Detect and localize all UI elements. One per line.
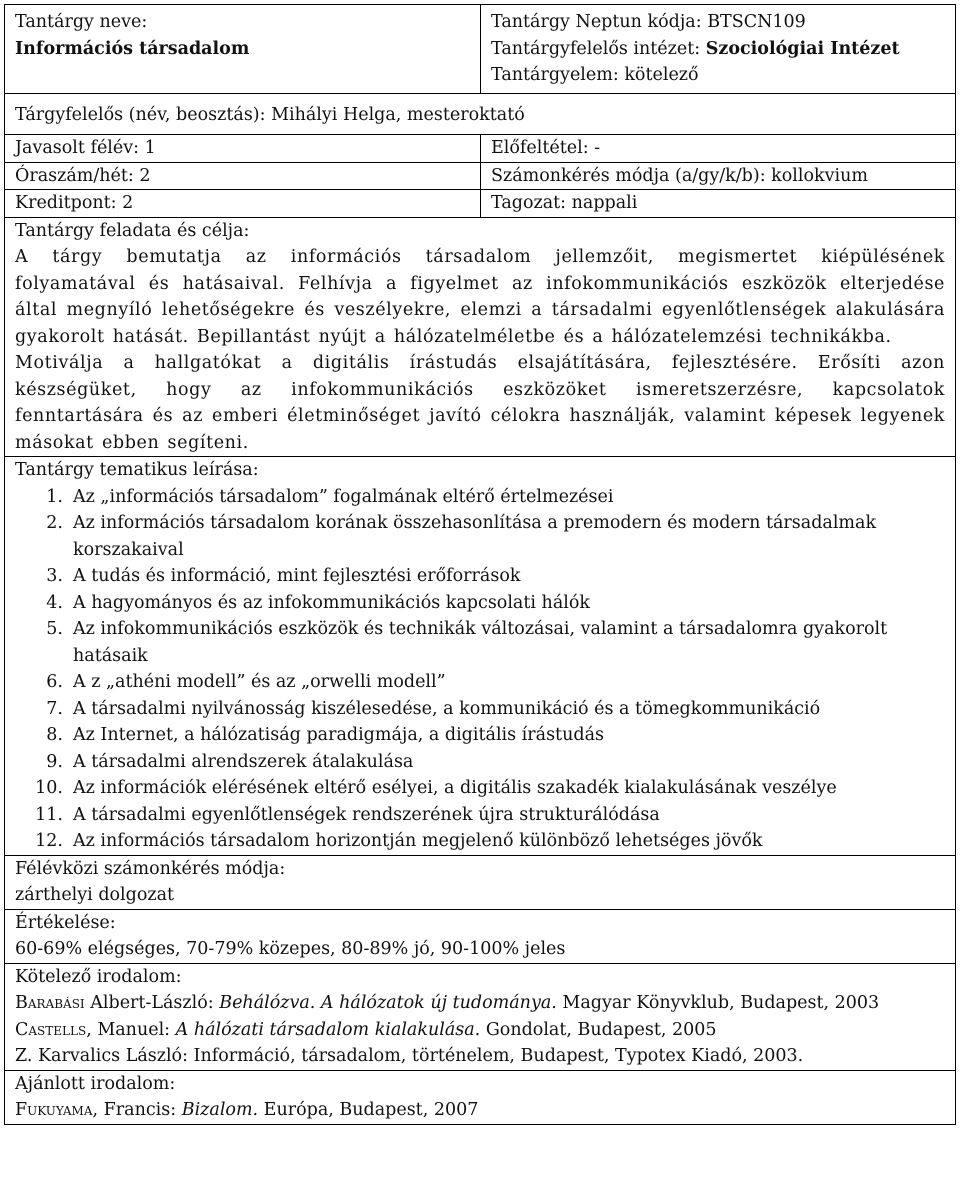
subject-meta-cell xyxy=(481,5,955,93)
topic-number: 11. xyxy=(35,804,63,825)
grading-row xyxy=(5,910,955,964)
ref-author: Barabási xyxy=(15,993,85,1013)
midterm-value: zárthelyi dolgozat xyxy=(15,885,175,905)
required-ref-2 xyxy=(15,1017,945,1044)
topic-text: A társadalmi alrendszerek átalakulása xyxy=(73,751,414,772)
topic-text: A hagyományos és az infokommunikációs kapcsolati hálók xyxy=(73,592,590,613)
topic-number: 2. xyxy=(46,513,63,533)
topic-number: 5. xyxy=(46,619,63,639)
element-value: kötelező xyxy=(624,65,699,85)
required-ref-3: Z. Karvalics László: Információ, társadalom, történelem, Budapest, Typotex Kiadó, 2003. xyxy=(15,1046,804,1066)
topic-item xyxy=(15,590,945,617)
required-ref-1 xyxy=(15,990,945,1017)
hours-per-week: Óraszám/hét: 2 xyxy=(5,163,481,190)
topic-number: 12. xyxy=(35,831,63,851)
ref-firstname: , Manuel: xyxy=(86,1019,176,1040)
topic-item xyxy=(15,696,945,723)
recommended-literature-row xyxy=(5,1071,955,1124)
ref-publisher: Gondolat, Budapest, 2005 xyxy=(480,1019,717,1040)
ref-author: Castells xyxy=(15,1019,87,1040)
semester-row xyxy=(5,135,955,163)
topic-text: Az infokommunikációs eszközök és technikák változásai, valamint a társadalomra gyakorolt hatásaik xyxy=(73,619,888,666)
neptun-code: BTSCN109 xyxy=(707,12,806,32)
recommended-ref-1 xyxy=(15,1097,945,1124)
neptun-label: Tantárgy Neptun kódja: xyxy=(491,12,702,32)
responsible-person: Tárgyfelelős (név, beosztás): Mihályi Helga, mesteroktató xyxy=(15,104,525,125)
topic-list xyxy=(15,484,945,855)
topic-text: Az információk elérésének eltérő esélyei, a digitális szakadék kialakulásának veszélye xyxy=(73,778,837,798)
recommended-heading: Ajánlott irodalom: xyxy=(15,1073,176,1094)
aims-paragraph-2: Motiválja a hallgatókat a digitális írástudás elsajátítására, fejlesztésére. Erősíti azon készségüket, hogy az infokommunikációs eszközöket ismeretszerzésre, kapcsolatok fenntartására és az emberi életminőséget javító célokra használják, valamint képesek legyenek másokat ebben segíteni. xyxy=(15,353,945,453)
topic-item xyxy=(15,510,945,563)
element-line xyxy=(491,62,945,89)
topic-item xyxy=(15,563,945,590)
midterm-heading: Félévközi számonkérés módja: xyxy=(15,858,286,879)
topic-text: Az Internet, a hálózatiság paradigmája, a digitális írástudás xyxy=(73,725,604,745)
topic-number: 1. xyxy=(46,486,63,507)
aims-heading: Tantárgy feladata és célja: xyxy=(15,220,250,241)
course-datasheet xyxy=(4,4,956,1125)
subject-name-cell xyxy=(5,5,481,93)
subject-name: Információs társadalom xyxy=(15,38,250,59)
ref-publisher: Európa, Budapest, 2007 xyxy=(258,1100,479,1120)
ref-title: A hálózati társadalom kialakulása. xyxy=(175,1019,481,1040)
ref-title: Behálózva. A hálózatok új tudománya. xyxy=(219,993,557,1013)
midterm-row xyxy=(5,856,955,910)
topic-number: 8. xyxy=(46,725,63,745)
topic-item xyxy=(15,828,945,855)
topics-heading: Tantárgy tematikus leírása: xyxy=(15,460,259,480)
topic-number: 10. xyxy=(35,778,63,798)
institute-name: Szociológiai Intézet xyxy=(705,38,900,59)
aims-paragraph-1: A tárgy bemutatja az információs társadalom jellemzőit, megismertet kiépülésének folyamatával és hatásaival. Felhívja a figyelmet az infokommunikációs eszközök elterjedése által megnyíló lehetőségekre és veszélyekre, elemzi a társadalmi egyenlőtlenségek alakulására gyakorolt hatását. Bepillantást nyújt a hálózatelméletbe és a hálózatelemzési technikákba. xyxy=(15,247,945,347)
exam-type: Számonkérés módja (a/gy/k/b): kollokvium xyxy=(491,165,868,186)
required-heading: Kötelező irodalom: xyxy=(15,966,182,987)
study-mode: Tagozat: nappali xyxy=(491,193,638,213)
topic-text: A z „athéni modell” és az „orwelli modell” xyxy=(73,672,446,692)
topic-text: Az információs társadalom horizontján megjelenő különböző lehetséges jövők xyxy=(73,831,763,851)
credits: Kreditpont: 2 xyxy=(5,190,481,217)
topics-row xyxy=(5,457,955,856)
ref-firstname: Albert-László: xyxy=(84,993,220,1013)
prerequisite: Előfeltétel: - xyxy=(491,138,601,158)
topic-item xyxy=(15,749,945,776)
ref-title: Bizalom. xyxy=(181,1100,259,1120)
topic-item xyxy=(15,484,945,511)
institute-label: Tantárgyfelelős intézet: xyxy=(491,38,701,59)
topic-text: A tudás és információ, mint fejlesztési erőforrások xyxy=(73,566,521,586)
required-literature-row xyxy=(5,964,955,1071)
topic-number: 4. xyxy=(46,592,63,613)
ref-firstname: , Francis: xyxy=(92,1100,182,1120)
grading-heading: Értékelése: xyxy=(15,912,116,933)
ref-publisher: Magyar Könyvklub, Budapest, 2003 xyxy=(556,993,880,1013)
topic-item xyxy=(15,775,945,802)
neptun-line xyxy=(491,9,945,36)
topic-text: Az „információs társadalom” fogalmának eltérő értelmezései xyxy=(73,486,614,507)
topic-text: Az információs társadalom korának összehasonlítása a premodern és modern társadalmak korszakaival xyxy=(73,513,877,560)
grading-value: 60-69% elégséges, 70-79% közepes, 80-89% jó, 90-100% jeles xyxy=(15,939,566,959)
hours-row xyxy=(5,163,955,191)
topic-number: 9. xyxy=(46,751,63,772)
institute-line xyxy=(491,36,945,63)
topic-number: 6. xyxy=(46,672,63,692)
topic-number: 7. xyxy=(46,698,63,719)
credits-row xyxy=(5,190,955,218)
aims-row xyxy=(5,218,955,458)
ref-author: Fukuyama xyxy=(15,1100,93,1120)
topic-text: A társadalmi nyilvánosság kiszélesedése, a kommunikáció és a tömegkommunikáció xyxy=(73,698,821,719)
topic-number: 3. xyxy=(46,566,63,586)
subject-name-label: Tantárgy neve: xyxy=(15,12,148,32)
topic-item xyxy=(15,722,945,749)
element-label: Tantárgyelem: xyxy=(491,65,619,85)
topic-item xyxy=(15,616,945,669)
topic-item xyxy=(15,802,945,829)
semester: Javasolt félév: 1 xyxy=(5,135,481,162)
responsible-row xyxy=(5,94,955,136)
topic-text: A társadalmi egyenlőtlenségek rendszerének újra strukturálódása xyxy=(73,804,660,825)
topic-item xyxy=(15,669,945,696)
header-row xyxy=(5,5,955,94)
